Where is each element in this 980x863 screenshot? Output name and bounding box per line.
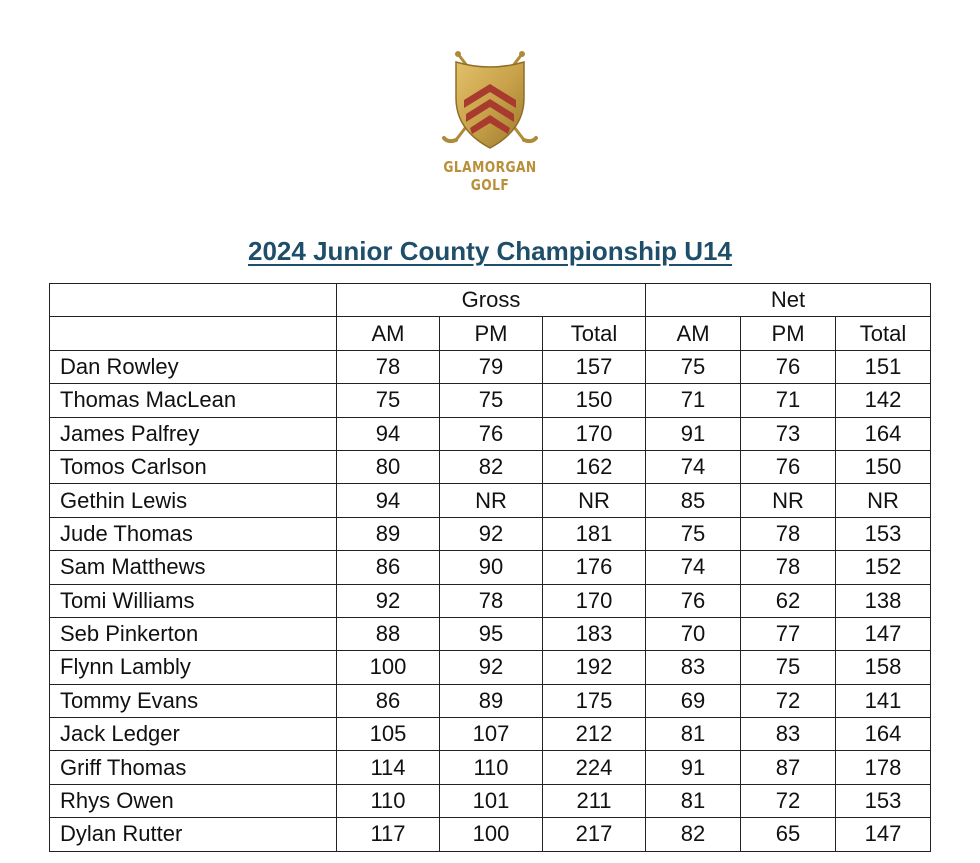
table-row — [50, 818, 931, 851]
net-am-header: AM — [646, 317, 741, 350]
gross-pm-cell: 79 — [440, 350, 543, 383]
net-pm-cell: 71 — [741, 384, 836, 417]
net-total-cell: 153 — [836, 784, 931, 817]
player-name-cell: Seb Pinkerton — [50, 617, 337, 650]
gross-pm-header: PM — [440, 317, 543, 350]
net-am-cell: 83 — [646, 651, 741, 684]
net-pm-cell: 78 — [741, 551, 836, 584]
gross-am-cell: 94 — [337, 484, 440, 517]
table-row — [50, 718, 931, 751]
net-pm-cell: 73 — [741, 417, 836, 450]
net-am-cell: 69 — [646, 684, 741, 717]
gross-pm-cell: 92 — [440, 651, 543, 684]
gross-total-cell: 176 — [543, 551, 646, 584]
player-name-cell: Tomi Williams — [50, 584, 337, 617]
net-am-cell: 81 — [646, 718, 741, 751]
gross-am-header: AM — [337, 317, 440, 350]
gross-am-cell: 80 — [337, 450, 440, 483]
player-name-cell: Jack Ledger — [50, 718, 337, 751]
table-row — [50, 651, 931, 684]
net-am-cell: 74 — [646, 450, 741, 483]
gross-total-cell: NR — [543, 484, 646, 517]
glamorgan-golf-logo — [420, 48, 560, 194]
net-am-cell: 91 — [646, 417, 741, 450]
shield-crossed-clubs-icon — [420, 48, 560, 160]
gross-pm-cell: 100 — [440, 818, 543, 851]
gross-pm-cell: 76 — [440, 417, 543, 450]
gross-pm-cell: 90 — [440, 551, 543, 584]
player-name-cell: Flynn Lambly — [50, 651, 337, 684]
gross-am-cell: 117 — [337, 818, 440, 851]
net-am-cell: 74 — [646, 551, 741, 584]
player-name-cell: Jude Thomas — [50, 517, 337, 550]
gross-am-cell: 94 — [337, 417, 440, 450]
net-am-cell: 71 — [646, 384, 741, 417]
net-am-cell: 76 — [646, 584, 741, 617]
gross-total-header: Total — [543, 317, 646, 350]
table-row — [50, 784, 931, 817]
gross-pm-cell: 92 — [440, 517, 543, 550]
net-pm-cell: 76 — [741, 350, 836, 383]
net-pm-cell: 77 — [741, 617, 836, 650]
group-header-row — [50, 284, 931, 317]
net-pm-cell: 87 — [741, 751, 836, 784]
net-pm-cell: 72 — [741, 784, 836, 817]
net-pm-cell: 83 — [741, 718, 836, 751]
net-pm-cell: 76 — [741, 450, 836, 483]
table-row — [50, 617, 931, 650]
gross-total-cell: 162 — [543, 450, 646, 483]
sub-header-row — [50, 317, 931, 350]
player-name-cell: Griff Thomas — [50, 751, 337, 784]
net-total-cell: 152 — [836, 551, 931, 584]
net-total-cell: 178 — [836, 751, 931, 784]
gross-total-cell: 183 — [543, 617, 646, 650]
header-blank-cell — [50, 317, 337, 350]
net-total-cell: 158 — [836, 651, 931, 684]
gross-total-cell: 224 — [543, 751, 646, 784]
net-am-cell: 82 — [646, 818, 741, 851]
net-pm-header: PM — [741, 317, 836, 350]
net-total-cell: 147 — [836, 818, 931, 851]
gross-total-cell: 170 — [543, 584, 646, 617]
net-am-cell: 70 — [646, 617, 741, 650]
gross-total-cell: 217 — [543, 818, 646, 851]
logo-text: GLAMORGAN GOLF — [443, 158, 537, 194]
gross-pm-cell: 82 — [440, 450, 543, 483]
net-pm-cell: 75 — [741, 651, 836, 684]
table-row — [50, 417, 931, 450]
net-pm-cell: 65 — [741, 818, 836, 851]
gross-am-cell: 105 — [337, 718, 440, 751]
gross-am-cell: 78 — [337, 350, 440, 383]
player-name-cell: Thomas MacLean — [50, 384, 337, 417]
gross-total-cell: 212 — [543, 718, 646, 751]
gross-total-cell: 211 — [543, 784, 646, 817]
net-total-cell: NR — [836, 484, 931, 517]
net-header: Net — [646, 284, 931, 317]
gross-pm-cell: 89 — [440, 684, 543, 717]
net-total-cell: 147 — [836, 617, 931, 650]
table-row — [50, 684, 931, 717]
net-total-cell: 150 — [836, 450, 931, 483]
table-row — [50, 517, 931, 550]
gross-am-cell: 75 — [337, 384, 440, 417]
net-am-cell: 75 — [646, 350, 741, 383]
gross-am-cell: 89 — [337, 517, 440, 550]
table-row — [50, 484, 931, 517]
gross-pm-cell: 110 — [440, 751, 543, 784]
net-am-cell: 85 — [646, 484, 741, 517]
gross-total-cell: 181 — [543, 517, 646, 550]
header-blank-cell — [50, 284, 337, 317]
gross-pm-cell: 95 — [440, 617, 543, 650]
gross-total-cell: 157 — [543, 350, 646, 383]
gross-pm-cell: 75 — [440, 384, 543, 417]
player-name-cell: Dylan Rutter — [50, 818, 337, 851]
gross-pm-cell: 101 — [440, 784, 543, 817]
net-am-cell: 75 — [646, 517, 741, 550]
table-row — [50, 350, 931, 383]
gross-pm-cell: NR — [440, 484, 543, 517]
page-title: 2024 Junior County Championship U14 — [248, 236, 732, 266]
table-row — [50, 751, 931, 784]
net-total-header: Total — [836, 317, 931, 350]
gross-am-cell: 86 — [337, 684, 440, 717]
net-total-cell: 153 — [836, 517, 931, 550]
gross-total-cell: 175 — [543, 684, 646, 717]
net-pm-cell: 72 — [741, 684, 836, 717]
gross-am-cell: 114 — [337, 751, 440, 784]
table-row — [50, 584, 931, 617]
gross-total-cell: 192 — [543, 651, 646, 684]
player-name-cell: Dan Rowley — [50, 350, 337, 383]
player-name-cell: James Palfrey — [50, 417, 337, 450]
table-row — [50, 450, 931, 483]
gross-am-cell: 100 — [337, 651, 440, 684]
net-pm-cell: 62 — [741, 584, 836, 617]
net-total-cell: 142 — [836, 384, 931, 417]
net-total-cell: 141 — [836, 684, 931, 717]
gross-total-cell: 170 — [543, 417, 646, 450]
gross-am-cell: 92 — [337, 584, 440, 617]
net-total-cell: 164 — [836, 718, 931, 751]
gross-pm-cell: 78 — [440, 584, 543, 617]
player-name-cell: Sam Matthews — [50, 551, 337, 584]
player-name-cell: Tommy Evans — [50, 684, 337, 717]
player-name-cell: Tomos Carlson — [50, 450, 337, 483]
player-name-cell: Gethin Lewis — [50, 484, 337, 517]
gross-am-cell: 88 — [337, 617, 440, 650]
net-am-cell: 91 — [646, 751, 741, 784]
results-table — [49, 283, 931, 852]
net-am-cell: 81 — [646, 784, 741, 817]
gross-pm-cell: 107 — [440, 718, 543, 751]
table-row — [50, 551, 931, 584]
net-pm-cell: NR — [741, 484, 836, 517]
net-total-cell: 151 — [836, 350, 931, 383]
net-pm-cell: 78 — [741, 517, 836, 550]
gross-total-cell: 150 — [543, 384, 646, 417]
gross-am-cell: 110 — [337, 784, 440, 817]
gross-am-cell: 86 — [337, 551, 440, 584]
table-row — [50, 384, 931, 417]
player-name-cell: Rhys Owen — [50, 784, 337, 817]
gross-header: Gross — [337, 284, 646, 317]
net-total-cell: 164 — [836, 417, 931, 450]
net-total-cell: 138 — [836, 584, 931, 617]
